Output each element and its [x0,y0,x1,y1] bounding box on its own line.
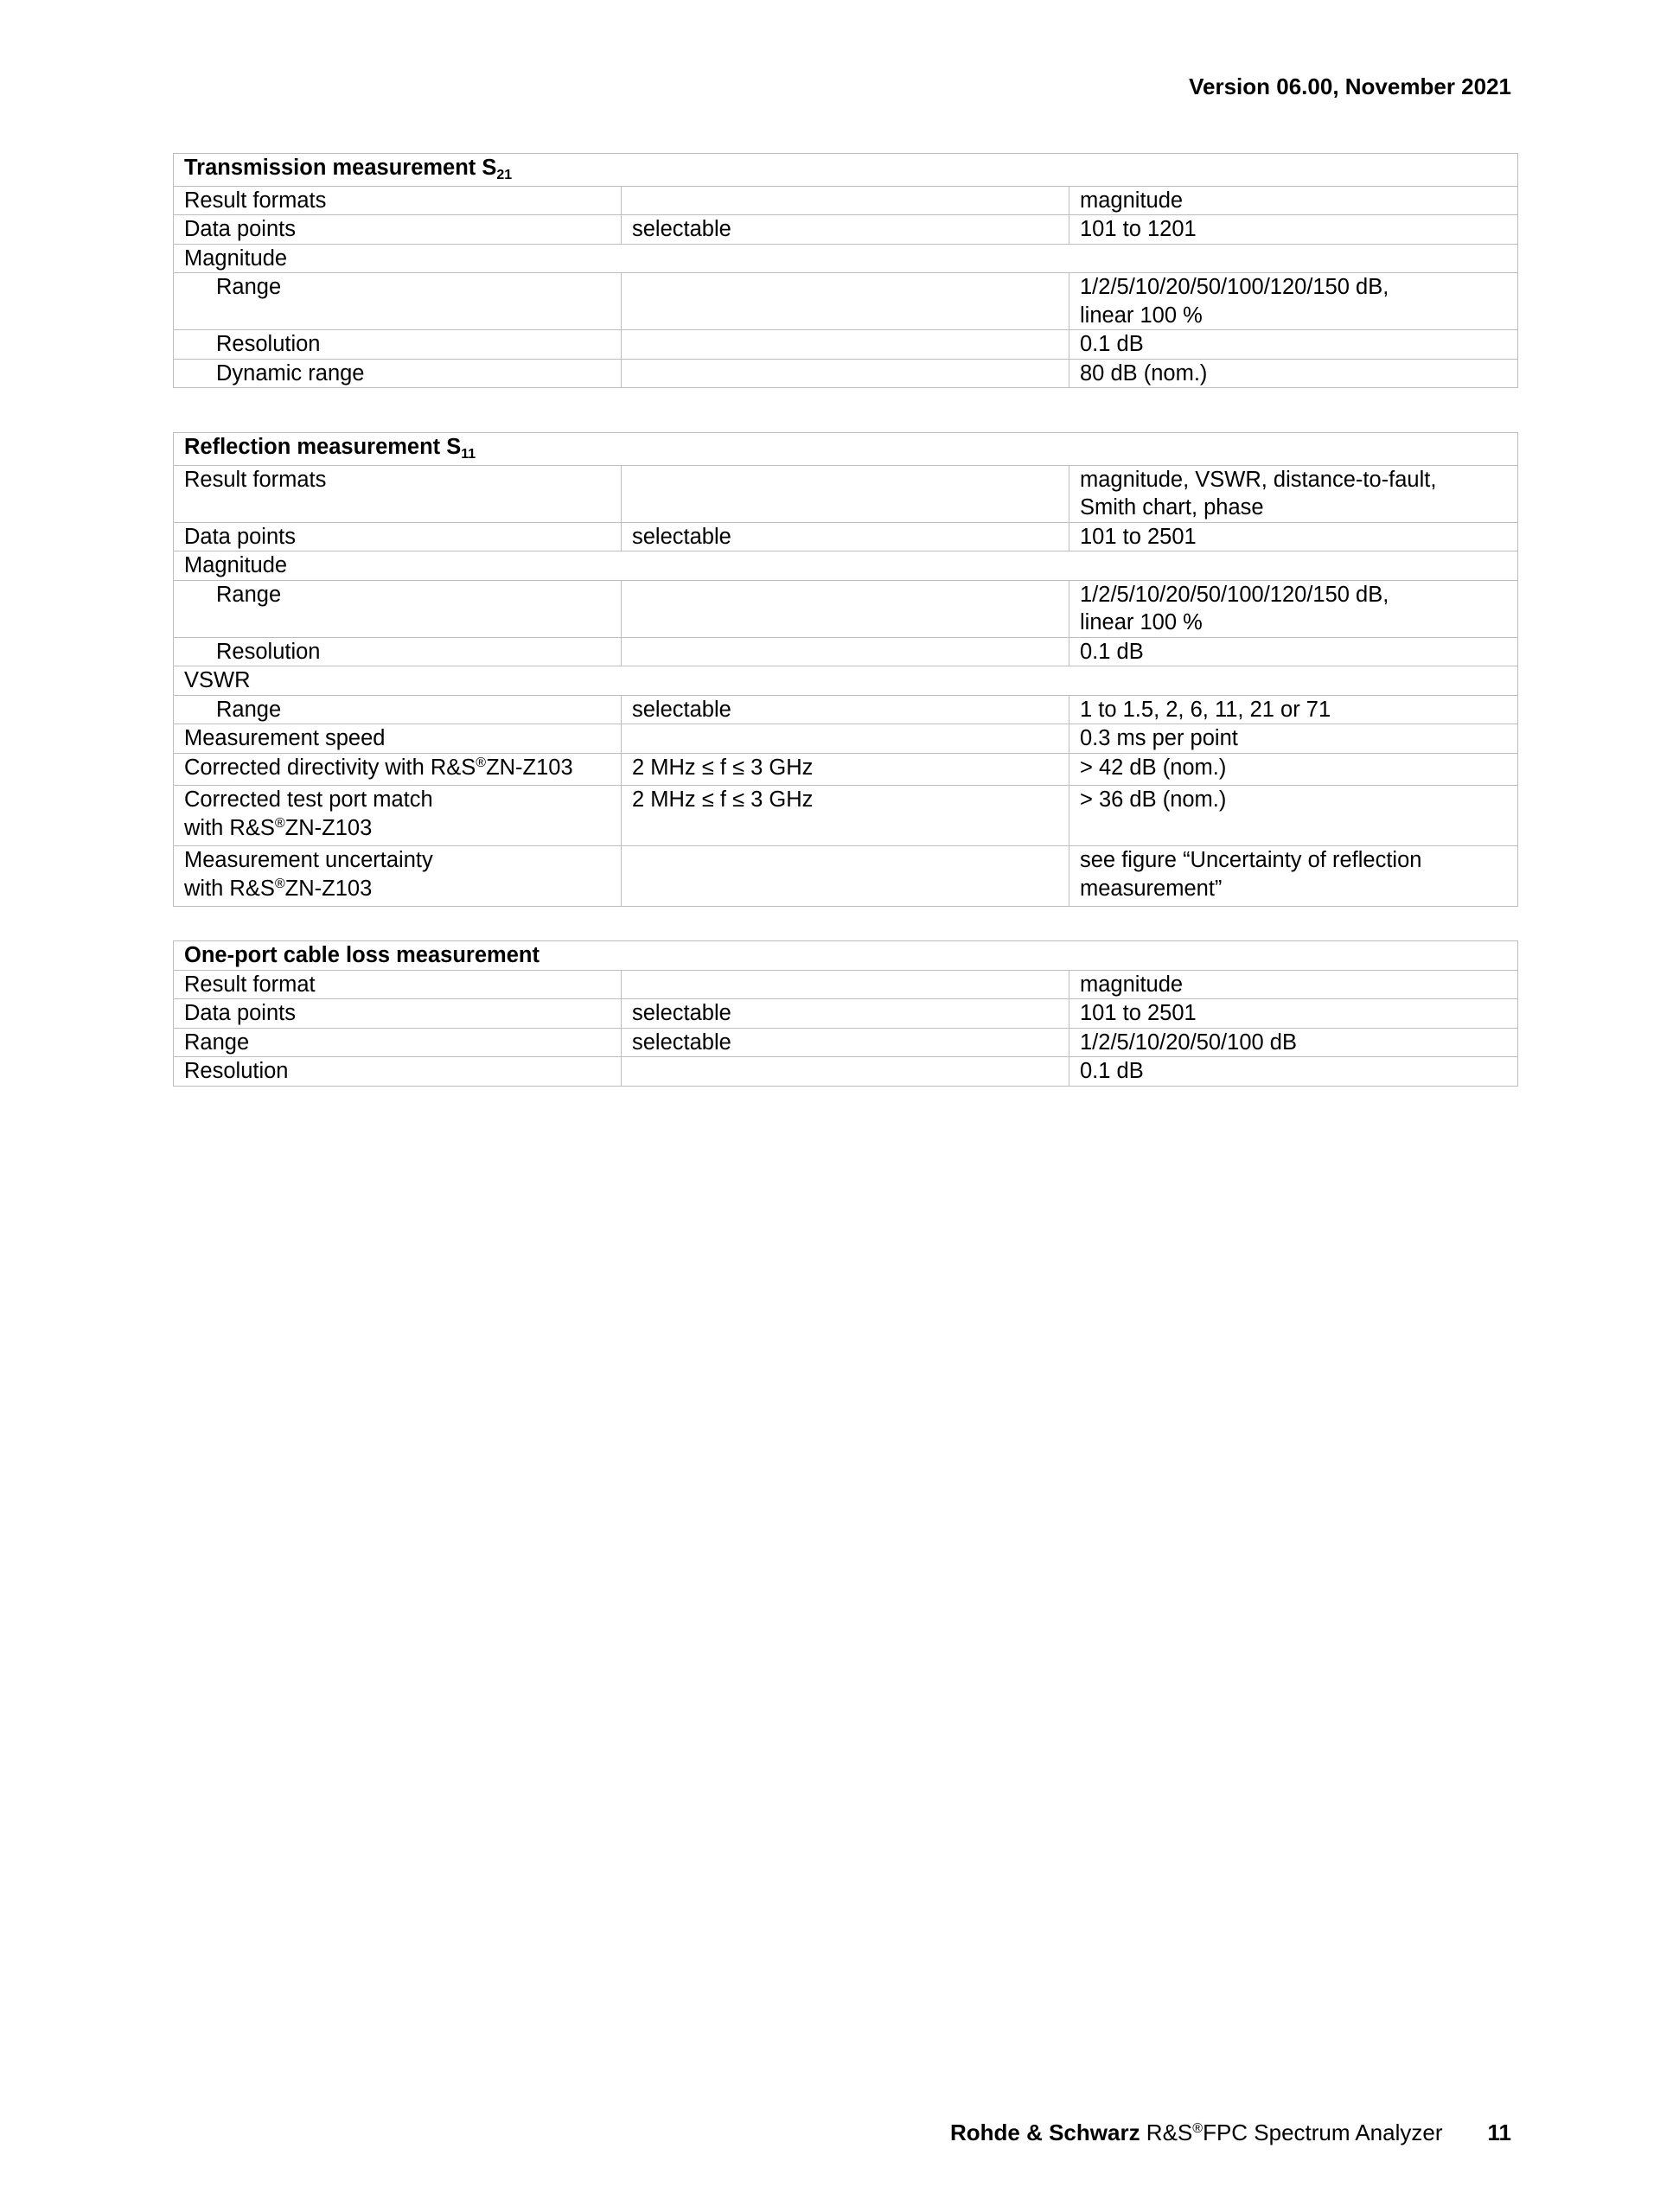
param-label: Corrected test port match with R&S®ZN-Z103 [174,786,622,846]
table-row [174,695,1518,724]
param-label: Measurement speed [174,724,622,754]
param-label: Range [174,580,622,637]
param-label: Result formats [174,186,622,215]
param-value: magnitude, VSWR, distance-to-fault, Smith chart, phase [1069,465,1518,522]
param-condition: selectable [622,695,1069,724]
param-label: Resolution [174,1057,622,1087]
table-section-row [174,244,1518,273]
param-condition [622,330,1069,360]
param-condition [622,273,1069,330]
param-value: 0.1 dB [1069,637,1518,666]
table-row [174,330,1518,360]
table-section-row [174,666,1518,696]
table-title: Transmission measurement S21 [174,154,1518,187]
param-value: > 42 dB (nom.) [1069,753,1518,786]
param-condition [622,970,1069,999]
param-value: magnitude [1069,186,1518,215]
footer-product: R&S®FPC Spectrum Analyzer [1140,2120,1443,2145]
param-condition: 2 MHz ≤ f ≤ 3 GHz [622,753,1069,786]
cable-loss-measurement-table [173,940,1518,1087]
transmission-measurement-table [173,153,1518,388]
param-value: 80 dB (nom.) [1069,359,1518,388]
param-value: 101 to 2501 [1069,999,1518,1029]
table-row [174,359,1518,388]
param-label: Data points [174,215,622,245]
param-condition [622,465,1069,522]
param-label: Resolution [174,637,622,666]
table-row [174,522,1518,551]
table-row [174,637,1518,666]
param-label: Data points [174,522,622,551]
param-value: 1/2/5/10/20/50/100/120/150 dB, linear 100 % [1069,580,1518,637]
param-section-label: Magnitude [174,551,1518,581]
table-row [174,724,1518,754]
param-condition [622,580,1069,637]
document-version: Version 06.00, November 2021 [1189,73,1511,99]
param-label: Range [174,273,622,330]
param-label: Result format [174,970,622,999]
param-value: 1/2/5/10/20/50/100 dB [1069,1028,1518,1057]
param-section-label: Magnitude [174,244,1518,273]
param-condition: selectable [622,215,1069,245]
table-row [174,186,1518,215]
param-section-label: VSWR [174,666,1518,696]
param-condition [622,724,1069,754]
param-condition: selectable [622,999,1069,1029]
table-row [174,846,1518,907]
param-value: 101 to 2501 [1069,522,1518,551]
param-label: Result formats [174,465,622,522]
table-row [174,786,1518,846]
table-title: Reflection measurement S11 [174,433,1518,466]
param-value: magnitude [1069,970,1518,999]
table-row [174,999,1518,1029]
param-label: Dynamic range [174,359,622,388]
table-row [174,1057,1518,1087]
table-row [174,580,1518,637]
param-condition: selectable [622,1028,1069,1057]
param-value: see figure “Uncertainty of reflection measurement” [1069,846,1518,907]
table-title-row [174,154,1518,187]
param-value: 0.1 dB [1069,1057,1518,1087]
table-row [174,753,1518,786]
param-value: 0.1 dB [1069,330,1518,360]
param-value: 1/2/5/10/20/50/100/120/150 dB, linear 100 % [1069,273,1518,330]
table-row [174,970,1518,999]
table-title-row [174,433,1518,466]
param-label: Corrected directivity with R&S®ZN-Z103 [174,753,622,786]
table-row [174,273,1518,330]
param-value: 101 to 1201 [1069,215,1518,245]
param-condition [622,637,1069,666]
table-title: One-port cable loss measurement [174,941,1518,971]
table-section-row [174,551,1518,581]
param-label: Range [174,1028,622,1057]
table-row [174,215,1518,245]
param-label: Measurement uncertainty with R&S®ZN-Z103 [174,846,622,907]
reflection-measurement-table [173,432,1518,907]
page-footer [950,2119,1511,2151]
footer-brand: Rohde & Schwarz [949,2120,1140,2145]
param-condition: selectable [622,522,1069,551]
param-value: > 36 dB (nom.) [1069,786,1518,846]
param-label: Data points [174,999,622,1029]
param-value: 1 to 1.5, 2, 6, 11, 21 or 71 [1069,695,1518,724]
param-value: 0.3 ms per point [1069,724,1518,754]
param-condition [622,359,1069,388]
param-condition: 2 MHz ≤ f ≤ 3 GHz [622,786,1069,846]
param-condition [622,1057,1069,1087]
table-row [174,465,1518,522]
table-title-row [174,941,1518,971]
page-number: 11 [1487,2120,1511,2145]
param-condition [622,186,1069,215]
param-label: Range [174,695,622,724]
param-label: Resolution [174,330,622,360]
param-condition [622,846,1069,907]
table-row [174,1028,1518,1057]
